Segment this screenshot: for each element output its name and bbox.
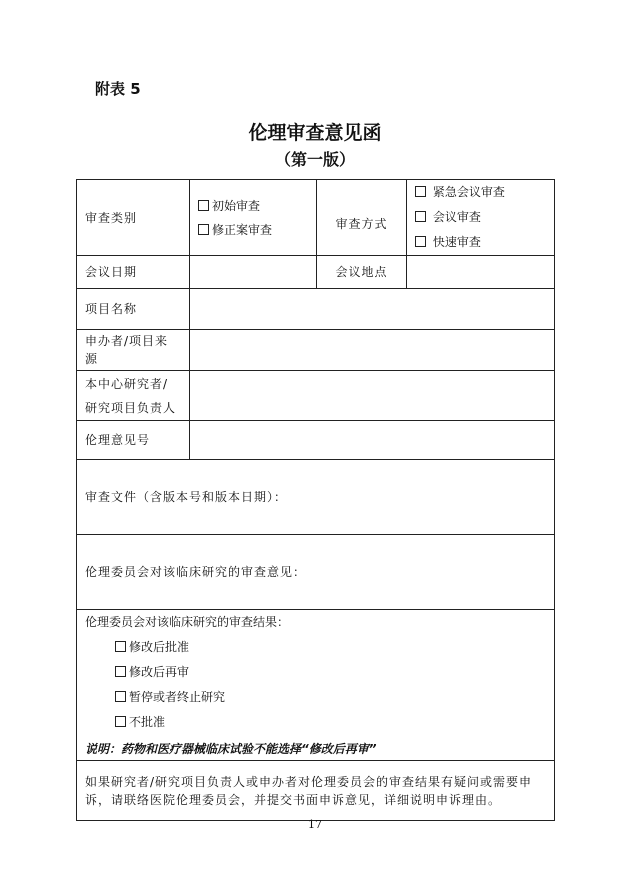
result-option-approve-after-revision[interactable]: 修改后批准: [115, 635, 546, 660]
project-name-field[interactable]: [190, 289, 555, 330]
meeting-place-field[interactable]: [407, 256, 555, 289]
checkbox-icon[interactable]: [415, 186, 426, 197]
committee-result-cell: [77, 610, 555, 761]
review-type-label: 审查类别: [77, 180, 190, 256]
committee-opinion-label: 伦理委员会对该临床研究的审查意见：: [85, 565, 307, 579]
review-documents-row: [77, 460, 555, 535]
committee-result-options: [85, 635, 546, 735]
review-method-option-meeting[interactable]: 会议审查: [415, 205, 546, 230]
result-option-suspend[interactable]: 暂停或者终止研究: [115, 685, 546, 710]
meeting-date-field[interactable]: [190, 256, 317, 289]
review-method-option-emergency[interactable]: 紧急会议审查: [415, 180, 546, 205]
opinion-no-label: 伦理意见号: [77, 421, 190, 460]
sponsor-row: [77, 330, 555, 371]
appeal-text: 如果研究者/研究项目负责人或申办者对伦理委员会的审查结果有疑问或需要申诉，请联络医院伦理委员会，并提交书面申诉意见，详细说明申诉理由。: [77, 761, 555, 821]
document-title: 伦理审查意见函: [248, 122, 382, 144]
project-name-row: [77, 289, 555, 330]
review-type-row: [77, 180, 555, 256]
investigator-row: [77, 371, 555, 421]
committee-opinion-field[interactable]: [77, 535, 555, 610]
review-method-option-expedited[interactable]: 快速审查: [415, 230, 546, 255]
checkbox-icon[interactable]: [198, 200, 209, 211]
checkbox-icon[interactable]: [115, 691, 126, 702]
meeting-place-label: 会议地点: [317, 256, 407, 289]
page-number: 17: [308, 818, 322, 831]
checkbox-icon[interactable]: [415, 211, 426, 222]
result-note: 说明：药物和医疗器械临床试验不能选择“修改后再审”: [85, 742, 377, 756]
meeting-row: [77, 256, 555, 289]
checkbox-icon[interactable]: [115, 716, 126, 727]
committee-result-label: 伦理委员会对该临床研究的审查结果：: [85, 615, 290, 629]
investigator-field[interactable]: [190, 371, 555, 421]
document-subtitle: （第一版）: [274, 150, 355, 169]
checkbox-icon[interactable]: [115, 641, 126, 652]
committee-result-row: [77, 610, 555, 761]
project-name-label: 项目名称: [77, 289, 190, 330]
checkbox-icon[interactable]: [198, 224, 209, 235]
review-type-option-amendment[interactable]: 修正案审查: [198, 218, 308, 242]
review-method-label: 审查方式: [317, 180, 407, 256]
appendix-label: 附表 5: [95, 80, 141, 98]
sponsor-field[interactable]: [190, 330, 555, 371]
sponsor-label: 申办者/项目来源: [77, 330, 190, 371]
ethics-review-form: [76, 179, 555, 821]
opinion-no-field[interactable]: [190, 421, 555, 460]
investigator-label: 本中心研究者/ 研究项目负责人: [77, 371, 190, 421]
review-type-option-initial[interactable]: 初始审查: [198, 194, 308, 218]
review-documents-field[interactable]: [77, 460, 555, 535]
review-type-options: [190, 180, 317, 256]
result-option-reject[interactable]: 不批准: [115, 710, 546, 735]
meeting-date-label: 会议日期: [77, 256, 190, 289]
checkbox-icon[interactable]: [115, 666, 126, 677]
result-option-re-review[interactable]: 修改后再审: [115, 660, 546, 685]
opinion-no-row: [77, 421, 555, 460]
checkbox-icon[interactable]: [415, 236, 426, 247]
committee-opinion-row: [77, 535, 555, 610]
review-method-options: [407, 180, 555, 256]
review-documents-label: 审查文件（含版本号和版本日期）：: [85, 490, 288, 504]
appeal-row: [77, 761, 555, 821]
